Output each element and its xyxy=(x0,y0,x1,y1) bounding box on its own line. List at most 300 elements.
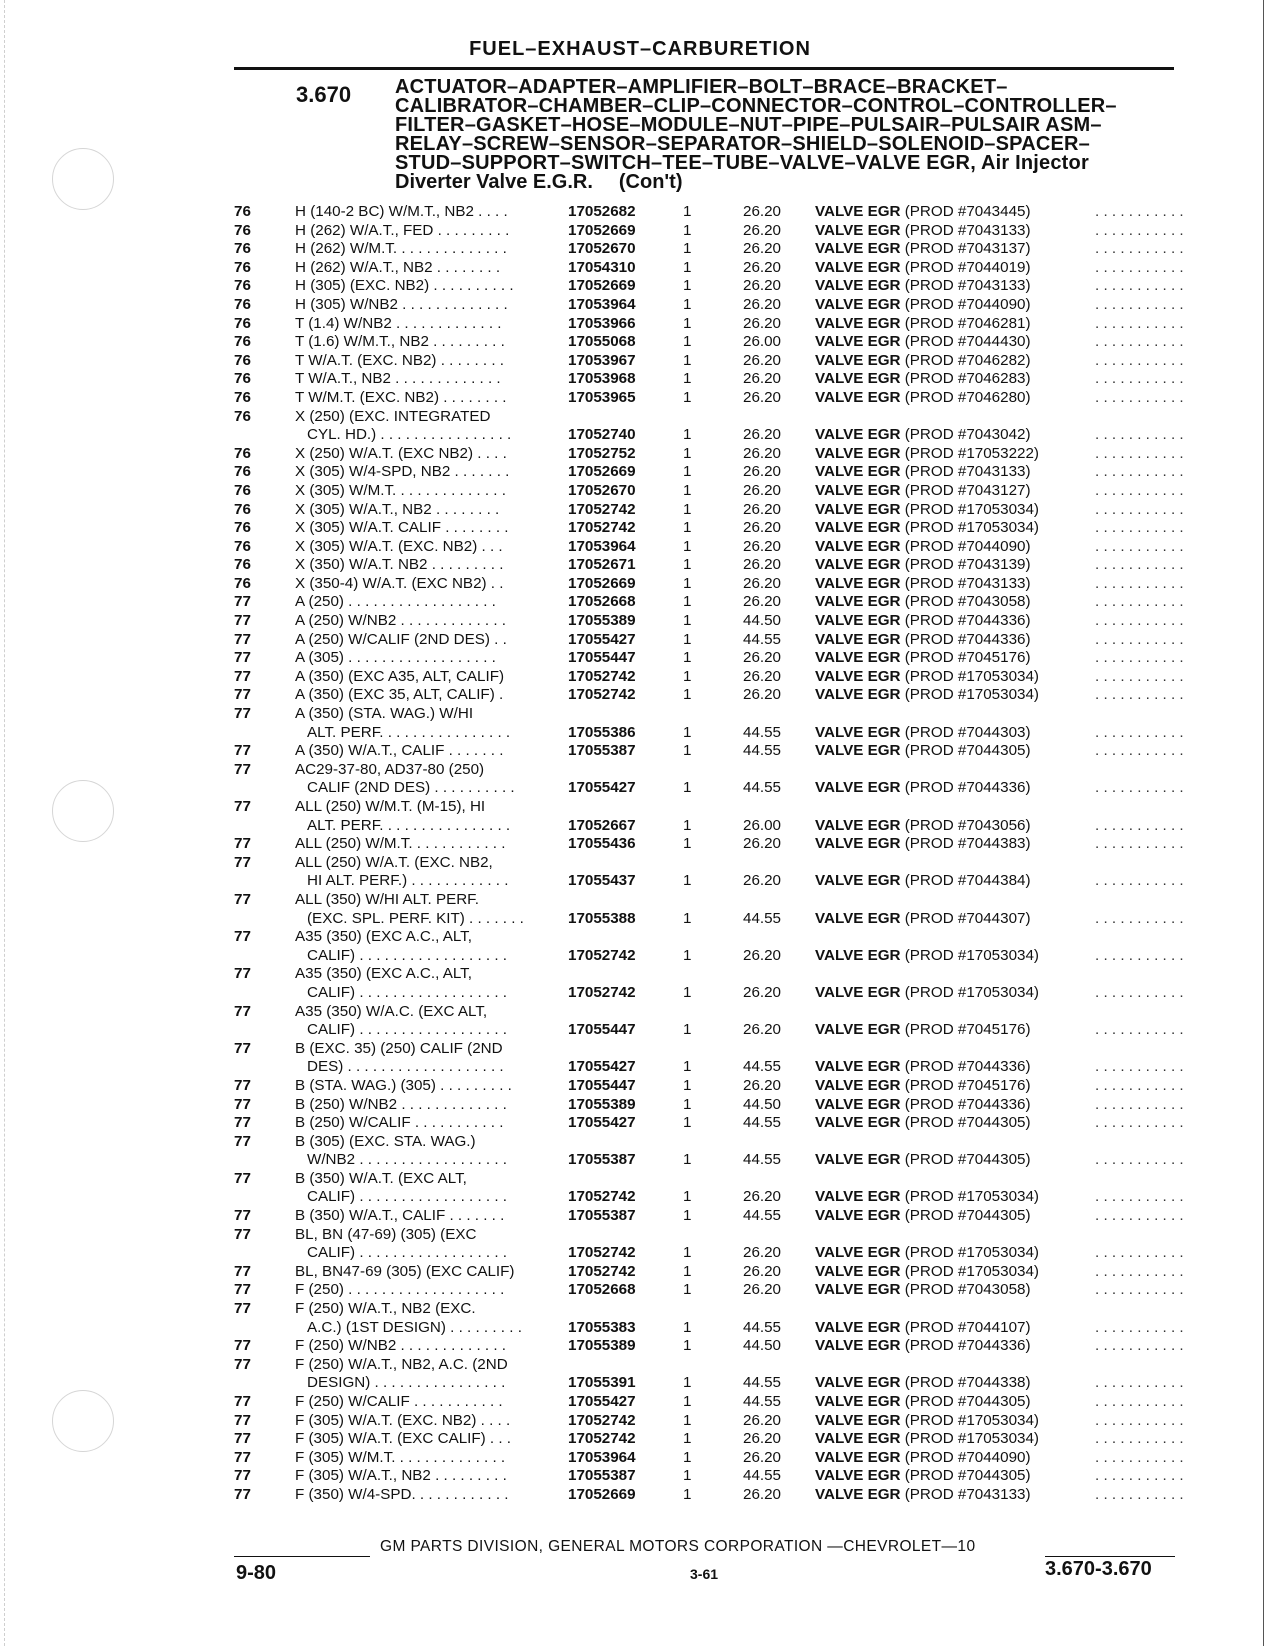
page-ref: 77 xyxy=(234,1076,251,1094)
table-row xyxy=(0,482,1280,501)
page-ref: 77 xyxy=(234,649,251,667)
part-number: 17055387 xyxy=(568,1207,636,1225)
part-name xyxy=(815,1021,1031,1040)
leader-dots xyxy=(1095,1393,1185,1412)
part-name-detail: (PROD #7044336) xyxy=(900,1058,1031,1076)
leader-dots xyxy=(1095,1151,1185,1170)
part-name-bold: VALVE EGR xyxy=(815,593,901,611)
price: 26.20 xyxy=(743,686,782,704)
leader-dots xyxy=(1095,482,1185,501)
part-name-bold: VALVE EGR xyxy=(815,1337,901,1355)
footer-rule xyxy=(234,1556,370,1557)
leader-dots xyxy=(1095,984,1185,1003)
footer-rule xyxy=(1045,1556,1175,1557)
page-ref: 76 xyxy=(234,537,251,555)
part-number: 17052742 xyxy=(568,667,636,685)
page-ref: 76 xyxy=(234,574,251,592)
price: 44.55 xyxy=(743,723,782,741)
part-name xyxy=(815,277,1031,296)
page-ref: 76 xyxy=(234,240,251,258)
application-desc: CALIF) . . . . . . . . . . . . . . . . . . xyxy=(307,1021,508,1039)
application-desc: T W/M.T. (EXC. NB2) . . . . . . . . xyxy=(295,388,507,406)
leader-dots xyxy=(1095,1430,1185,1449)
part-number: 17055427 xyxy=(568,1114,636,1132)
table-row xyxy=(0,1281,1280,1300)
part-name xyxy=(815,1467,1031,1486)
part-name-bold: VALVE EGR xyxy=(815,1318,901,1336)
leader-dots xyxy=(1095,203,1185,222)
application-desc: T W/A.T. (EXC. NB2) . . . . . . . . xyxy=(295,351,504,369)
page-ref: 77 xyxy=(234,853,251,871)
quantity: 1 xyxy=(683,1076,692,1094)
application-desc: A (250) W/CALIF (2ND DES) . . xyxy=(295,630,507,648)
page-ref: 76 xyxy=(234,203,251,220)
application-desc: CALIF) . . . . . . . . . . . . . . . . . . xyxy=(307,1188,508,1206)
leader-dots xyxy=(1095,1021,1185,1040)
page-ref: 76 xyxy=(234,388,251,406)
price: 26.20 xyxy=(743,556,782,574)
part-name xyxy=(815,370,1031,389)
part-name xyxy=(815,686,1039,705)
application-desc: F (305) W/M.T. . . . . . . . . . . . . . xyxy=(295,1448,506,1466)
page-ref: 76 xyxy=(234,444,251,462)
leader-dots xyxy=(1095,724,1185,743)
part-name-bold: VALVE EGR xyxy=(815,816,901,834)
table-row-continuation xyxy=(0,408,1280,427)
part-number: 17052742 xyxy=(568,500,636,518)
leader-dots xyxy=(1095,1058,1185,1077)
part-number: 17052682 xyxy=(568,203,636,220)
part-name-bold: VALVE EGR xyxy=(815,351,901,369)
quantity: 1 xyxy=(683,630,692,648)
table-row xyxy=(0,389,1280,408)
price: 44.55 xyxy=(743,1114,782,1132)
part-name-detail: (PROD #7044090) xyxy=(900,537,1031,555)
part-name-bold: VALVE EGR xyxy=(815,1411,901,1429)
table-row xyxy=(0,370,1280,389)
price: 44.55 xyxy=(743,1374,782,1392)
page-ref: 76 xyxy=(234,463,251,481)
quantity: 1 xyxy=(683,1188,692,1206)
price: 26.20 xyxy=(743,835,782,853)
part-name-detail: (PROD #7044305) xyxy=(900,1151,1031,1169)
part-name xyxy=(815,296,1031,315)
table-row xyxy=(0,1077,1280,1096)
quantity: 1 xyxy=(683,667,692,685)
part-name xyxy=(815,910,1031,929)
leader-dots xyxy=(1095,501,1185,520)
part-name-detail: (PROD #17053034) xyxy=(900,500,1039,518)
part-name-bold: VALVE EGR xyxy=(815,574,901,592)
part-name xyxy=(815,1188,1039,1207)
part-number: 17055437 xyxy=(568,872,636,890)
part-name-detail: (PROD #7043058) xyxy=(900,593,1031,611)
table-row xyxy=(0,575,1280,594)
quantity: 1 xyxy=(683,537,692,555)
part-name-bold: VALVE EGR xyxy=(815,370,901,388)
page-ref: 77 xyxy=(234,760,251,778)
table-row xyxy=(0,445,1280,464)
quantity: 1 xyxy=(683,203,692,220)
leader-dots xyxy=(1095,779,1185,798)
part-number: 17054310 xyxy=(568,258,636,276)
price: 26.20 xyxy=(743,1281,782,1299)
leader-dots xyxy=(1095,1096,1185,1115)
part-number: 17055427 xyxy=(568,779,636,797)
table-row xyxy=(0,556,1280,575)
page-ref: 77 xyxy=(234,1095,251,1113)
table-row-continuation xyxy=(0,965,1280,984)
part-name-bold: VALVE EGR xyxy=(815,983,901,1001)
footer-date: 9-80 xyxy=(236,1562,277,1584)
price: 26.20 xyxy=(743,1262,782,1280)
part-name-detail: (PROD #7043127) xyxy=(900,481,1031,499)
part-name xyxy=(815,1337,1031,1356)
part-name xyxy=(815,259,1031,278)
part-name xyxy=(815,556,1031,575)
table-row-continuation xyxy=(0,1170,1280,1189)
part-name xyxy=(815,1151,1031,1170)
part-name xyxy=(815,315,1031,334)
footer-page-number: 3-61 xyxy=(690,1566,719,1582)
page-ref: 76 xyxy=(234,500,251,518)
quantity: 1 xyxy=(683,649,692,667)
quantity: 1 xyxy=(683,1374,692,1392)
footer-group-range: 3.670-3.670 xyxy=(1045,1558,1152,1580)
group-title-line: RELAY–SCREW–SENSOR–SEPARATOR–SHIELD–SOLENOID–SPACER– xyxy=(395,133,1091,155)
page-ref: 77 xyxy=(234,1132,251,1150)
part-name-detail: (PROD #17053034) xyxy=(900,519,1039,537)
table-row xyxy=(0,593,1280,612)
page-ref: 77 xyxy=(234,630,251,648)
quantity: 1 xyxy=(683,1430,692,1448)
table-row xyxy=(0,1058,1280,1077)
application-desc: F (305) W/A.T. (EXC CALIF) . . . xyxy=(295,1430,512,1448)
price: 44.55 xyxy=(743,1393,782,1410)
group-title xyxy=(395,78,1185,192)
quantity: 1 xyxy=(683,500,692,518)
part-name-bold: VALVE EGR xyxy=(815,537,901,555)
part-name-detail: (PROD #7044019) xyxy=(900,258,1031,276)
price: 26.20 xyxy=(743,1411,782,1429)
application-desc: A35 (350) W/A.C. (EXC ALT, xyxy=(295,1002,488,1020)
price: 26.20 xyxy=(743,444,782,462)
quantity: 1 xyxy=(683,1393,692,1410)
page-ref: 76 xyxy=(234,556,251,574)
part-name xyxy=(815,1430,1039,1449)
part-name-bold: VALVE EGR xyxy=(815,221,901,239)
part-number: 17052669 xyxy=(568,277,636,295)
part-name-bold: VALVE EGR xyxy=(815,258,901,276)
application-desc: CALIF) . . . . . . . . . . . . . . . . . . xyxy=(307,946,508,964)
part-name-detail: (PROD #7043042) xyxy=(900,426,1031,444)
group-title-line xyxy=(395,173,1185,192)
table-row-continuation xyxy=(0,1133,1280,1152)
part-name-bold: VALVE EGR xyxy=(815,649,901,667)
part-name xyxy=(815,482,1031,501)
part-name xyxy=(815,1096,1031,1115)
quantity: 1 xyxy=(683,1262,692,1280)
page-ref: 77 xyxy=(234,612,251,630)
part-name-bold: VALVE EGR xyxy=(815,500,901,518)
page-ref: 77 xyxy=(234,705,251,723)
part-name-detail: (PROD #7045176) xyxy=(900,1021,1031,1039)
price: 26.00 xyxy=(743,333,782,351)
table-row xyxy=(0,1263,1280,1282)
part-number: 17052742 xyxy=(568,686,636,704)
leader-dots xyxy=(1095,1449,1185,1468)
part-name-detail: (PROD #7043058) xyxy=(900,1281,1031,1299)
part-name xyxy=(815,724,1031,743)
part-name-detail: (PROD #7044338) xyxy=(900,1374,1031,1392)
part-name-bold: VALVE EGR xyxy=(815,1058,901,1076)
part-name-detail: (PROD #7044383) xyxy=(900,835,1031,853)
part-name-detail: (PROD #7043133) xyxy=(900,277,1031,295)
table-row xyxy=(0,1244,1280,1263)
part-name-bold: VALVE EGR xyxy=(815,723,901,741)
quantity: 1 xyxy=(683,1021,692,1039)
table-row xyxy=(0,817,1280,836)
table-row xyxy=(0,947,1280,966)
table-row xyxy=(0,1449,1280,1468)
page-ref: 77 xyxy=(234,667,251,685)
section-header: FUEL–EXHAUST–CARBURETION xyxy=(469,38,811,60)
group-title-line: STUD–SUPPORT–SWITCH–TEE–TUBE–VALVE–VALVE EGR, Air Injector xyxy=(395,152,1089,174)
page-ref: 76 xyxy=(234,277,251,295)
part-name xyxy=(815,779,1031,798)
price: 26.20 xyxy=(743,649,782,667)
part-name-bold: VALVE EGR xyxy=(815,630,901,648)
table-row xyxy=(0,612,1280,631)
application-desc: F (250) . . . . . . . . . . . . . . . . . . . xyxy=(295,1281,505,1299)
application-desc: H (305) W/NB2 . . . . . . . . . . . . . xyxy=(295,295,508,313)
table-row xyxy=(0,315,1280,334)
leader-dots xyxy=(1095,538,1185,557)
application-desc: B (250) W/CALIF . . . . . . . . . . . xyxy=(295,1114,504,1132)
part-name-detail: (PROD #7044090) xyxy=(900,295,1031,313)
application-desc: F (250) W/CALIF . . . . . . . . . . . xyxy=(295,1393,503,1410)
price: 44.55 xyxy=(743,630,782,648)
part-name-detail: (PROD #7046281) xyxy=(900,314,1031,332)
price: 26.20 xyxy=(743,1430,782,1448)
leader-dots xyxy=(1095,556,1185,575)
part-name-bold: VALVE EGR xyxy=(815,872,901,890)
part-name-detail: (PROD #17053034) xyxy=(900,1430,1039,1448)
table-row xyxy=(0,203,1280,222)
application-desc: CALIF (2ND DES) . . . . . . . . . . xyxy=(307,779,515,797)
part-name-detail: (PROD #7044336) xyxy=(900,630,1031,648)
group-title-line-text: Diverter Valve E.G.R. xyxy=(395,171,593,193)
part-number: 17053967 xyxy=(568,351,636,369)
application-desc: B (EXC. 35) (250) CALIF (2ND xyxy=(295,1039,503,1057)
application-desc: X (305) W/A.T., NB2 . . . . . . . . xyxy=(295,500,500,518)
application-desc: F (350) W/4-SPD. . . . . . . . . . . . xyxy=(295,1485,509,1503)
application-desc: A (350) W/A.T., CALIF . . . . . . . xyxy=(295,742,504,760)
table-row xyxy=(0,501,1280,520)
part-name-detail: (PROD #7045176) xyxy=(900,1076,1031,1094)
quantity: 1 xyxy=(683,1318,692,1336)
part-number: 17052742 xyxy=(568,1188,636,1206)
price: 26.20 xyxy=(743,1244,782,1262)
page-ref: 77 xyxy=(234,1485,251,1503)
table-row xyxy=(0,1151,1280,1170)
part-number: 17055383 xyxy=(568,1318,636,1336)
page-ref: 76 xyxy=(234,295,251,313)
part-number: 17053964 xyxy=(568,537,636,555)
application-desc: A35 (350) (EXC A.C., ALT, xyxy=(295,928,472,946)
part-name-detail: (PROD #7044305) xyxy=(900,1114,1031,1132)
table-row xyxy=(0,1412,1280,1431)
price: 26.20 xyxy=(743,240,782,258)
leader-dots xyxy=(1095,872,1185,891)
part-name-bold: VALVE EGR xyxy=(815,556,901,574)
part-number: 17055389 xyxy=(568,1337,636,1355)
leader-dots xyxy=(1095,910,1185,929)
part-name xyxy=(815,984,1039,1003)
page-ref: 77 xyxy=(234,742,251,760)
part-name xyxy=(815,575,1031,594)
quantity: 1 xyxy=(683,258,692,276)
part-name xyxy=(815,947,1039,966)
leader-dots xyxy=(1095,463,1185,482)
table-row xyxy=(0,1337,1280,1356)
leader-dots xyxy=(1095,315,1185,334)
part-number: 17055388 xyxy=(568,909,636,927)
quantity: 1 xyxy=(683,909,692,927)
table-row xyxy=(0,631,1280,650)
table-row xyxy=(0,1021,1280,1040)
application-desc: CYL. HD.) . . . . . . . . . . . . . . . . xyxy=(307,426,512,444)
table-row xyxy=(0,649,1280,668)
application-desc: DES) . . . . . . . . . . . . . . . . . . . xyxy=(307,1058,504,1076)
part-name-bold: VALVE EGR xyxy=(815,1467,901,1485)
application-desc: HI ALT. PERF.) . . . . . . . . . . . . xyxy=(307,872,509,890)
leader-dots xyxy=(1095,1374,1185,1393)
part-name-bold: VALVE EGR xyxy=(815,1448,901,1466)
table-row xyxy=(0,259,1280,278)
part-number: 17052742 xyxy=(568,983,636,1001)
part-name xyxy=(815,742,1031,761)
application-desc: ALL (350) W/HI ALT. PERF. xyxy=(295,890,479,908)
part-number: 17053965 xyxy=(568,388,636,406)
quantity: 1 xyxy=(683,835,692,853)
table-row xyxy=(0,463,1280,482)
part-number: 17052669 xyxy=(568,1485,636,1503)
part-name-bold: VALVE EGR xyxy=(815,742,901,760)
part-number: 17053964 xyxy=(568,295,636,313)
price: 26.20 xyxy=(743,1021,782,1039)
part-name-detail: (PROD #7044307) xyxy=(900,909,1031,927)
group-title-line: CALIBRATOR–CHAMBER–CLIP–CONNECTOR–CONTROL–CONTROLLER– xyxy=(395,95,1117,117)
leader-dots xyxy=(1095,1337,1185,1356)
page-ref: 77 xyxy=(234,593,251,611)
page-ref: 77 xyxy=(234,1207,251,1225)
part-name xyxy=(815,668,1039,687)
part-number: 17052670 xyxy=(568,481,636,499)
part-number: 17052669 xyxy=(568,574,636,592)
part-name xyxy=(815,1114,1031,1133)
part-name xyxy=(815,1244,1039,1263)
part-name-bold: VALVE EGR xyxy=(815,946,901,964)
application-desc: B (STA. WAG.) (305) . . . . . . . . . xyxy=(295,1076,512,1094)
part-number: 17053968 xyxy=(568,370,636,388)
part-number: 17055427 xyxy=(568,1393,636,1410)
page-ref: 76 xyxy=(234,314,251,332)
price: 44.55 xyxy=(743,1151,782,1169)
table-row xyxy=(0,277,1280,296)
part-number: 17052752 xyxy=(568,444,636,462)
part-name xyxy=(815,817,1031,836)
table-row xyxy=(0,222,1280,241)
application-desc: F (250) W/NB2 . . . . . . . . . . . . . xyxy=(295,1337,506,1355)
part-name-bold: VALVE EGR xyxy=(815,1095,901,1113)
part-name xyxy=(815,1319,1031,1338)
part-name-bold: VALVE EGR xyxy=(815,444,901,462)
part-name-detail: (PROD #7044090) xyxy=(900,1448,1031,1466)
part-name-bold: VALVE EGR xyxy=(815,1262,901,1280)
page-ref: 77 xyxy=(234,1114,251,1132)
part-name-detail: (PROD #7046283) xyxy=(900,370,1031,388)
leader-dots xyxy=(1095,1319,1185,1338)
part-name-bold: VALVE EGR xyxy=(815,519,901,537)
continued-label: (Con't) xyxy=(618,171,683,193)
table-row xyxy=(0,538,1280,557)
application-desc: B (305) (EXC. STA. WAG.) xyxy=(295,1132,476,1150)
part-name-bold: VALVE EGR xyxy=(815,1151,901,1169)
leader-dots xyxy=(1095,240,1185,259)
part-name-detail: (PROD #7044303) xyxy=(900,723,1031,741)
page-ref: 77 xyxy=(234,928,251,946)
quantity: 1 xyxy=(683,556,692,574)
price: 26.20 xyxy=(743,946,782,964)
part-name-detail: (PROD #17053034) xyxy=(900,1244,1039,1262)
part-name-bold: VALVE EGR xyxy=(815,463,901,481)
leader-dots xyxy=(1095,817,1185,836)
table-row-continuation xyxy=(0,1356,1280,1375)
price: 44.50 xyxy=(743,612,782,630)
leader-dots xyxy=(1095,222,1185,241)
part-name-bold: VALVE EGR xyxy=(815,1281,901,1299)
table-row xyxy=(0,1430,1280,1449)
part-name-bold: VALVE EGR xyxy=(815,333,901,351)
price: 26.20 xyxy=(743,203,782,220)
quantity: 1 xyxy=(683,221,692,239)
part-name-detail: (PROD #17053034) xyxy=(900,667,1039,685)
part-name-detail: (PROD #7046280) xyxy=(900,388,1031,406)
part-name-detail: (PROD #7043137) xyxy=(900,240,1031,258)
table-row xyxy=(0,779,1280,798)
part-number: 17055387 xyxy=(568,742,636,760)
part-name xyxy=(815,426,1031,445)
price: 26.20 xyxy=(743,481,782,499)
application-desc: H (262) W/M.T. . . . . . . . . . . . . . xyxy=(295,240,507,258)
table-row-continuation xyxy=(0,1040,1280,1059)
part-number: 17055436 xyxy=(568,835,636,853)
application-desc: X (250) W/A.T. (EXC NB2) . . . . xyxy=(295,444,507,462)
part-name-detail: (PROD #7044305) xyxy=(900,1467,1031,1485)
application-desc: H (262) W/A.T., NB2 . . . . . . . . xyxy=(295,258,501,276)
table-row xyxy=(0,1188,1280,1207)
part-number: 17055387 xyxy=(568,1151,636,1169)
part-name-detail: (PROD #7043133) xyxy=(900,574,1031,592)
table-row xyxy=(0,333,1280,352)
price: 26.20 xyxy=(743,370,782,388)
part-name-detail: (PROD #7044107) xyxy=(900,1318,1031,1336)
page-ref: 77 xyxy=(234,1039,251,1057)
part-number: 17052742 xyxy=(568,946,636,964)
price: 44.55 xyxy=(743,742,782,760)
leader-dots xyxy=(1095,519,1185,538)
